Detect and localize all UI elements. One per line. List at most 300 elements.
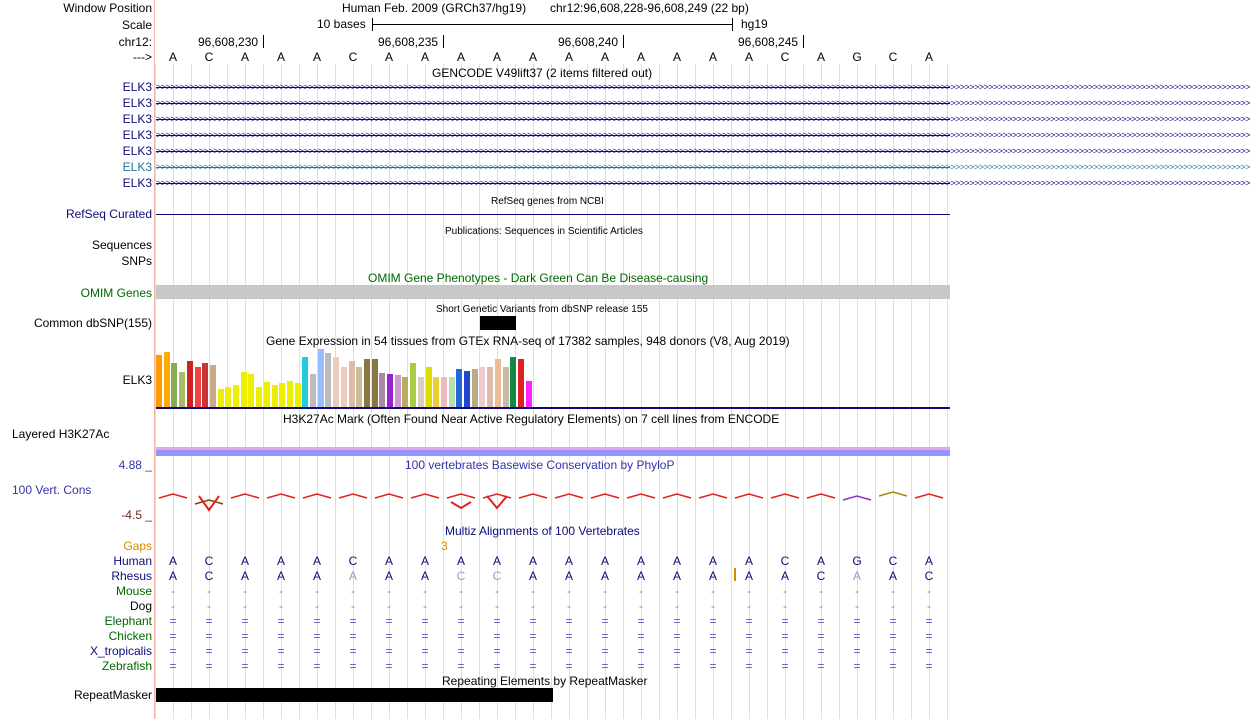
- alignment-base: =: [169, 644, 177, 658]
- gtex-tissue-bar[interactable]: [449, 377, 455, 407]
- alignment-base: -: [207, 584, 211, 598]
- alignment-base: =: [853, 614, 861, 628]
- assembly-title: Human Feb. 2009 (GRCh37/hg19): [342, 1, 527, 15]
- sequence-base: A: [600, 50, 609, 64]
- cons-glyph: [267, 494, 295, 498]
- gtex-tissue-bar[interactable]: [426, 367, 432, 407]
- scale-bar: [372, 24, 732, 25]
- sequence-base: C: [888, 50, 898, 64]
- alignment-base: -: [747, 599, 751, 613]
- gtex-tissue-bar[interactable]: [248, 374, 254, 407]
- alignment-base: =: [925, 614, 933, 628]
- gencode-gene-label[interactable]: ELK3: [122, 144, 152, 158]
- alignment-base: =: [781, 659, 789, 673]
- alignment-base: =: [169, 659, 177, 673]
- tick-3: [623, 35, 624, 48]
- alignment-base: =: [889, 644, 897, 658]
- alignment-base: -: [891, 599, 895, 613]
- alignment-base: -: [603, 599, 607, 613]
- dbsnp-label[interactable]: Common dbSNP(155): [33, 316, 152, 330]
- sequence-base: C: [204, 50, 214, 64]
- scale-text: 10 bases: [317, 17, 366, 31]
- sequence-base: A: [636, 50, 645, 64]
- gaps-label[interactable]: Gaps: [123, 539, 152, 553]
- cons-glyph: [339, 494, 367, 498]
- alignment-base: -: [747, 584, 751, 598]
- alignment-base: -: [495, 599, 499, 613]
- alignment-base: -: [711, 599, 715, 613]
- sequence-base: C: [780, 50, 790, 64]
- dbsnp-variant[interactable]: [480, 316, 516, 330]
- gtex-bar-chart[interactable]: [156, 348, 556, 407]
- alignment-base: =: [385, 644, 393, 658]
- alignment-base: -: [495, 584, 499, 598]
- alignment-base: A: [924, 554, 933, 568]
- alignment-base: =: [781, 629, 789, 643]
- alignment-base: =: [349, 614, 357, 628]
- alignment-base: =: [709, 614, 717, 628]
- gencode-title: GENCODE V49lift37 (2 items filtered out): [432, 66, 653, 80]
- alignment-base: A: [276, 569, 285, 583]
- species-label[interactable]: X_tropicalis: [89, 644, 152, 658]
- alignment-base: =: [745, 644, 753, 658]
- gencode-gene-label[interactable]: ELK3: [122, 112, 152, 126]
- alignment-base: A: [276, 554, 285, 568]
- alignment-base: A: [564, 569, 573, 583]
- gencode-gene-label[interactable]: ELK3: [122, 176, 152, 190]
- alignment-base: =: [817, 629, 825, 643]
- alignment-base: A: [420, 554, 429, 568]
- alignment-base: -: [783, 584, 787, 598]
- gtex-tissue-bar[interactable]: [518, 359, 524, 407]
- alignment-base: C: [924, 569, 934, 583]
- cons-glyph: [195, 500, 223, 504]
- alignment-base: =: [853, 644, 861, 658]
- alignment-base: =: [889, 629, 897, 643]
- alignment-base: =: [529, 659, 537, 673]
- alignment-base: -: [387, 584, 391, 598]
- repeatmasker-label[interactable]: RepeatMasker: [73, 688, 152, 702]
- alignment-base: -: [567, 599, 571, 613]
- scale-bar-end: [732, 18, 733, 31]
- gtex-tissue-bar[interactable]: [495, 359, 501, 407]
- sequence-base: A: [240, 50, 249, 64]
- alignment-base: A: [528, 569, 537, 583]
- alignment-base: =: [565, 629, 573, 643]
- alignment-base: -: [783, 599, 787, 613]
- alignment-base: =: [421, 644, 429, 658]
- cons-glyph: [663, 494, 691, 498]
- alignment-base: =: [601, 644, 609, 658]
- sequence-base: A: [816, 50, 825, 64]
- species-label[interactable]: Zebrafish: [101, 659, 152, 673]
- gencode-gene-label[interactable]: ELK3: [122, 128, 152, 142]
- sequence-base: A: [528, 50, 537, 64]
- alignment-base: =: [565, 614, 573, 628]
- gtex-tissue-bar[interactable]: [241, 372, 247, 407]
- alignment-base: A: [168, 554, 177, 568]
- gtex-tissue-bar[interactable]: [433, 377, 439, 407]
- cons-glyph: [807, 494, 835, 498]
- alignment-base: -: [423, 599, 427, 613]
- gtex-tissue-bar[interactable]: [233, 385, 239, 407]
- gtex-tissue-bar[interactable]: [171, 363, 177, 407]
- sequence-base: A: [276, 50, 285, 64]
- alignment-base: =: [565, 644, 573, 658]
- refseq-label[interactable]: RefSeq Curated: [65, 207, 152, 221]
- cons-glyph: [915, 494, 943, 498]
- sequence-base: A: [312, 50, 321, 64]
- cons-title: 100 vertebrates Basewise Conservation by PhyloP: [405, 458, 675, 472]
- sequence-base: A: [420, 50, 429, 64]
- scale-bar-start: [372, 18, 373, 31]
- gtex-tissue-bar[interactable]: [349, 361, 355, 407]
- alignment-base: -: [891, 584, 895, 598]
- omim-title: OMIM Gene Phenotypes - Dark Green Can Be Disease-causing: [368, 271, 709, 285]
- sequence-base: A: [564, 50, 573, 64]
- alignment-base: -: [819, 599, 823, 613]
- gtex-tissue-bar[interactable]: [379, 373, 385, 407]
- alignment-base: -: [639, 599, 643, 613]
- gtex-tissue-bar[interactable]: [279, 383, 285, 407]
- strand-arrows: >>>>>>>>>>>>>>>>>>>>>>>>>>>>>>>>>>>>>>>>>>>>>>>>>>>>>>>>>>>>>>>>>>>>>>>>>>>>>>>>>>>>>>>>>>>>>>>>>>>>>>>>>>>>>>>>>>>>>>>>>>>>>>>>>>>>>>>>>>>>>>>>>>>>>>>>>>>>>>>>>>>>>>>>>>>>>>>>>>>>>>>>>>>>>>>>>>>>>>>>>>>>>>>>>>>>>>>>>>>>>>>>>>>>>>: [156, 130, 1250, 140]
- alignment-base: =: [637, 614, 645, 628]
- gtex-tissue-bar[interactable]: [364, 359, 370, 407]
- omim-label[interactable]: OMIM Genes: [80, 286, 152, 300]
- gtex-tissue-bar[interactable]: [510, 357, 516, 407]
- alignment-base: C: [204, 554, 214, 568]
- species-label[interactable]: Rhesus: [111, 569, 152, 583]
- alignment-base: =: [241, 644, 249, 658]
- gtex-tissue-bar[interactable]: [456, 369, 462, 407]
- strand-arrows: >>>>>>>>>>>>>>>>>>>>>>>>>>>>>>>>>>>>>>>>>>>>>>>>>>>>>>>>>>>>>>>>>>>>>>>>>>>>>>>>>>>>>>>>>>>>>>>>>>>>>>>>>>>>>>>>>>>>>>>>>>>>>>>>>>>>>>>>>>>>>>>>>>>>>>>>>>>>>>>>>>>>>>>>>>>>>>>>>>>>>>>>>>>>>>>>>>>>>>>>>>>>>>>>>>>>>>>>>>>>>>>>>>>>>>: [156, 82, 1250, 92]
- alignment-base: -: [855, 599, 859, 613]
- alignment-base: A: [528, 554, 537, 568]
- sequence-base: G: [852, 50, 862, 64]
- strand-arrows: >>>>>>>>>>>>>>>>>>>>>>>>>>>>>>>>>>>>>>>>>>>>>>>>>>>>>>>>>>>>>>>>>>>>>>>>>>>>>>>>>>>>>>>>>>>>>>>>>>>>>>>>>>>>>>>>>>>>>>>>>>>>>>>>>>>>>>>>>>>>>>>>>>>>>>>>>>>>>>>>>>>>>>>>>>>>>>>>>>>>>>>>>>>>>>>>>>>>>>>>>>>>>>>>>>>>>>>>>>>>>>>>>>>>>>: [156, 178, 1250, 188]
- alignment-base: =: [745, 629, 753, 643]
- alignment-base: -: [927, 599, 931, 613]
- tick-label-3: 96,608,240: [558, 35, 619, 49]
- cons-label[interactable]: 100 Vert. Cons: [12, 483, 92, 497]
- gtex-tissue-bar[interactable]: [164, 352, 170, 407]
- gtex-tissue-bar[interactable]: [179, 372, 185, 407]
- omim-bar[interactable]: [156, 285, 950, 299]
- alignment-base: A: [636, 554, 645, 568]
- cons-glyph-strong: [199, 496, 219, 510]
- alignment-base: =: [241, 659, 249, 673]
- alignment-base: =: [853, 629, 861, 643]
- sequence-base: A: [744, 50, 753, 64]
- alignment-base: =: [241, 629, 249, 643]
- scale-label: Scale: [121, 18, 152, 32]
- gtex-tissue-bar[interactable]: [387, 374, 393, 407]
- alignment-base: =: [781, 644, 789, 658]
- alignment-base: =: [601, 659, 609, 673]
- alignment-base: =: [565, 659, 573, 673]
- strand-arrows: >>>>>>>>>>>>>>>>>>>>>>>>>>>>>>>>>>>>>>>>>>>>>>>>>>>>>>>>>>>>>>>>>>>>>>>>>>>>>>>>>>>>>>>>>>>>>>>>>>>>>>>>>>>>>>>>>>>>>>>>>>>>>>>>>>>>>>>>>>>>>>>>>>>>>>>>>>>>>>>>>>>>>>>>>>>>>>>>>>>>>>>>>>>>>>>>>>>>>>>>>>>>>>>>>>>>>>>>>>>>>>>>>>>>>>: [156, 98, 1250, 108]
- alignment-base: =: [349, 659, 357, 673]
- alignment-base: -: [279, 584, 283, 598]
- alignment-base: =: [709, 659, 717, 673]
- sequence-base: C: [348, 50, 358, 64]
- alignment-base: =: [457, 644, 465, 658]
- snps-label[interactable]: SNPs: [121, 254, 152, 268]
- cons-glyph: [555, 494, 583, 498]
- gtex-tissue-bar[interactable]: [272, 385, 278, 407]
- cons-glyph-strip[interactable]: [155, 486, 950, 512]
- h3k27ac-label[interactable]: Layered H3K27Ac: [12, 427, 110, 441]
- species-label[interactable]: Dog: [129, 599, 152, 613]
- alignment-base: =: [421, 614, 429, 628]
- gtex-tissue-bar[interactable]: [487, 367, 493, 407]
- gtex-tissue-bar[interactable]: [264, 382, 270, 407]
- alignment-base: A: [492, 554, 501, 568]
- label-divider: [154, 0, 155, 719]
- alignment-base: =: [313, 614, 321, 628]
- alignment-base: =: [421, 629, 429, 643]
- alignment-base: =: [853, 659, 861, 673]
- cons-glyph: [519, 494, 547, 498]
- alignment-base: =: [205, 629, 213, 643]
- alignment-base: -: [243, 584, 247, 598]
- cons-glyph: [447, 494, 475, 498]
- alignment-base: A: [816, 554, 825, 568]
- alignment-base: =: [205, 644, 213, 658]
- alignment-base: =: [205, 614, 213, 628]
- cons-glyph: [699, 494, 727, 498]
- alignment-base: A: [240, 554, 249, 568]
- gtex-tissue-bar[interactable]: [187, 361, 193, 407]
- alignment-base: -: [279, 599, 283, 613]
- tick-2: [443, 35, 444, 48]
- gtex-tissue-bar[interactable]: [156, 355, 162, 407]
- sequence-base: A: [708, 50, 717, 64]
- repeat-element[interactable]: [156, 688, 553, 702]
- strand-label: --->: [133, 50, 152, 64]
- gtex-tissue-bar[interactable]: [395, 375, 401, 407]
- alignment-base: -: [459, 584, 463, 598]
- cons-glyph: [303, 494, 331, 498]
- alignment-base: -: [423, 584, 427, 598]
- gtex-tissue-bar[interactable]: [195, 367, 201, 407]
- gtex-tissue-bar[interactable]: [341, 367, 347, 407]
- gtex-tissue-bar[interactable]: [218, 389, 224, 407]
- sequence-base: A: [672, 50, 681, 64]
- alignment-base: =: [493, 614, 501, 628]
- cons-glyph: [771, 494, 799, 498]
- gtex-tissue-bar[interactable]: [472, 369, 478, 407]
- window-position-label: Window Position: [63, 1, 152, 15]
- gtex-tissue-bar[interactable]: [402, 377, 408, 407]
- alignment-base: -: [387, 599, 391, 613]
- alignment-base: C: [780, 554, 790, 568]
- gtex-tissue-bar[interactable]: [479, 367, 485, 407]
- strand-arrows: >>>>>>>>>>>>>>>>>>>>>>>>>>>>>>>>>>>>>>>>>>>>>>>>>>>>>>>>>>>>>>>>>>>>>>>>>>>>>>>>>>>>>>>>>>>>>>>>>>>>>>>>>>>>>>>>>>>>>>>>>>>>>>>>>>>>>>>>>>>>>>>>>>>>>>>>>>>>>>>>>>>>>>>>>>>>>>>>>>>>>>>>>>>>>>>>>>>>>>>>>>>>>>>>>>>>>>>>>>>>>>>>>>>>>>: [156, 162, 1250, 172]
- alignment-base: -: [315, 584, 319, 598]
- cons-glyph: [159, 494, 187, 498]
- gtex-tissue-bar[interactable]: [202, 363, 208, 407]
- species-label[interactable]: Mouse: [115, 584, 152, 598]
- sequence-base: A: [924, 50, 933, 64]
- gtex-tissue-bar[interactable]: [302, 357, 308, 407]
- sequence-base: A: [492, 50, 501, 64]
- alignment-base: =: [925, 629, 933, 643]
- species-label[interactable]: Human: [113, 554, 152, 568]
- h3k27ac-bar[interactable]: [156, 450, 950, 456]
- alignment-base: C: [204, 569, 214, 583]
- alignment-base: =: [709, 629, 717, 643]
- alignment-base: =: [637, 659, 645, 673]
- alignment-base: =: [313, 659, 321, 673]
- gtex-tissue-bar[interactable]: [325, 353, 331, 407]
- gtex-tissue-bar[interactable]: [287, 381, 293, 407]
- alignment-base: =: [925, 644, 933, 658]
- cons-glyph-strong: [487, 496, 507, 508]
- alignment-base: A: [600, 554, 609, 568]
- publications-title: Publications: Sequences in Scientific Articles: [445, 226, 643, 237]
- alignment-base: =: [673, 659, 681, 673]
- alignment-base: A: [600, 569, 609, 583]
- alignment-base: A: [168, 569, 177, 583]
- alignment-base: =: [277, 614, 285, 628]
- position-readout: chr12:96,608,228-96,608,249 (22 bp): [550, 1, 749, 15]
- alignment-base: C: [492, 569, 502, 583]
- alignment-base: =: [637, 644, 645, 658]
- chrom-label: chr12:: [118, 35, 152, 49]
- alignment-base: -: [531, 599, 535, 613]
- alignment-base: A: [312, 569, 321, 583]
- alignment-base: =: [673, 644, 681, 658]
- alignment-base: A: [672, 554, 681, 568]
- alignment-base: -: [567, 584, 571, 598]
- alignment-base: =: [817, 659, 825, 673]
- gtex-tissue-bar[interactable]: [333, 357, 339, 407]
- alignment-base: A: [888, 569, 897, 583]
- alignment-base: =: [745, 614, 753, 628]
- strand-arrows: >>>>>>>>>>>>>>>>>>>>>>>>>>>>>>>>>>>>>>>>>>>>>>>>>>>>>>>>>>>>>>>>>>>>>>>>>>>>>>>>>>>>>>>>>>>>>>>>>>>>>>>>>>>>>>>>>>>>>>>>>>>>>>>>>>>>>>>>>>>>>>>>>>>>>>>>>>>>>>>>>>>>>>>>>>>>>>>>>>>>>>>>>>>>>>>>>>>>>>>>>>>>>>>>>>>>>>>>>>>>>>>>>>>>>>: [156, 146, 1250, 156]
- alignment-base: =: [601, 629, 609, 643]
- gtex-tissue-bar[interactable]: [310, 374, 316, 407]
- sequences-label[interactable]: Sequences: [91, 238, 152, 252]
- alignment-base: =: [529, 629, 537, 643]
- alignment-base: -: [207, 599, 211, 613]
- gtex-tissue-bar[interactable]: [418, 377, 424, 407]
- alignment-base: =: [277, 644, 285, 658]
- repeat-title: Repeating Elements by RepeatMasker: [442, 674, 648, 688]
- gtex-tissue-bar[interactable]: [256, 387, 262, 407]
- alignment-base: =: [889, 614, 897, 628]
- gtex-tissue-bar[interactable]: [441, 377, 447, 407]
- alignment-base: C: [456, 569, 466, 583]
- gtex-tissue-bar[interactable]: [356, 367, 362, 407]
- gencode-gene-label[interactable]: ELK3: [122, 96, 152, 110]
- gencode-gene-label[interactable]: ELK3: [122, 160, 152, 174]
- cons-max-label: 4.88 _: [118, 458, 152, 472]
- tick-label-2: 96,608,235: [378, 35, 439, 49]
- alignment-base: =: [817, 614, 825, 628]
- gtex-title: Gene Expression in 54 tissues from GTEx RNA-seq of 17382 samples, 948 donors (V8, Aug 2019): [266, 334, 790, 348]
- refseq-title: RefSeq genes from NCBI: [491, 196, 604, 207]
- alignment-base: =: [493, 644, 501, 658]
- alignment-base: G: [852, 554, 862, 568]
- alignment-base: A: [708, 554, 717, 568]
- gtex-tissue-bar[interactable]: [225, 387, 231, 407]
- alignment-base: -: [675, 599, 679, 613]
- alignment-base: =: [673, 614, 681, 628]
- alignment-base: A: [312, 554, 321, 568]
- alignment-base: =: [349, 644, 357, 658]
- gtex-tissue-bar[interactable]: [410, 363, 416, 407]
- alignment-base: -: [171, 584, 175, 598]
- h3k27ac-title: H3K27Ac Mark (Often Found Near Active Regulatory Elements) on 7 cell lines from ENCODE: [283, 412, 780, 426]
- strand-arrows: >>>>>>>>>>>>>>>>>>>>>>>>>>>>>>>>>>>>>>>>>>>>>>>>>>>>>>>>>>>>>>>>>>>>>>>>>>>>>>>>>>>>>>>>>>>>>>>>>>>>>>>>>>>>>>>>>>>>>>>>>>>>>>>>>>>>>>>>>>>>>>>>>>>>>>>>>>>>>>>>>>>>>>>>>>>>>>>>>>>>>>>>>>>>>>>>>>>>>>>>>>>>>>>>>>>>>>>>>>>>>>>>>>>>>>: [156, 114, 1250, 124]
- alignment-base: =: [421, 659, 429, 673]
- alignment-base: =: [889, 659, 897, 673]
- multiz-title: Multiz Alignments of 100 Vertebrates: [445, 524, 640, 538]
- gtex-tissue-bar[interactable]: [372, 359, 378, 407]
- alignment-base: -: [315, 599, 319, 613]
- refseq-line: [156, 214, 950, 215]
- alignment-base: -: [603, 584, 607, 598]
- insertion-marker: [734, 568, 736, 581]
- alignment-base: =: [349, 629, 357, 643]
- gtex-tissue-bar[interactable]: [295, 383, 301, 407]
- alignment-base: =: [385, 629, 393, 643]
- species-label[interactable]: Chicken: [108, 629, 152, 643]
- dbsnp-title: Short Genetic Variants from dbSNP release 155: [436, 304, 648, 315]
- cons-glyph: [411, 494, 439, 498]
- gtex-tissue-bar[interactable]: [210, 365, 216, 407]
- gencode-gene-label[interactable]: ELK3: [122, 80, 152, 94]
- gtex-tissue-bar[interactable]: [318, 349, 324, 407]
- alignment-base: =: [925, 659, 933, 673]
- gtex-gene-label[interactable]: ELK3: [122, 373, 152, 387]
- tick-label-4: 96,608,245: [738, 35, 799, 49]
- alignment-base: C: [816, 569, 826, 583]
- cons-glyph: [879, 492, 907, 496]
- sequence-base: A: [456, 50, 465, 64]
- alignment-base: =: [817, 644, 825, 658]
- tick-1: [263, 35, 264, 48]
- alignment-base: -: [459, 599, 463, 613]
- gtex-tissue-bar[interactable]: [503, 367, 509, 407]
- gtex-tissue-bar[interactable]: [464, 371, 470, 407]
- alignment-base: C: [348, 554, 358, 568]
- alignment-base: A: [384, 554, 393, 568]
- alignment-base: A: [384, 569, 393, 583]
- alignment-base: -: [927, 584, 931, 598]
- alignment-base: =: [385, 659, 393, 673]
- alignment-base: =: [385, 614, 393, 628]
- alignment-base: -: [639, 584, 643, 598]
- cons-glyph: [735, 494, 763, 498]
- alignment-base: -: [675, 584, 679, 598]
- alignment-base: =: [493, 659, 501, 673]
- alignment-base: A: [780, 569, 789, 583]
- sequence-base: A: [168, 50, 177, 64]
- alignment-base: A: [348, 569, 357, 583]
- species-label[interactable]: Elephant: [104, 614, 152, 628]
- cons-glyph: [843, 496, 871, 500]
- alignment-base: -: [855, 584, 859, 598]
- alignment-base: A: [636, 569, 645, 583]
- alignment-base: A: [744, 569, 753, 583]
- alignment-base: -: [243, 599, 247, 613]
- gtex-tissue-bar[interactable]: [526, 381, 532, 407]
- alignment-base: A: [708, 569, 717, 583]
- alignment-base: A: [240, 569, 249, 583]
